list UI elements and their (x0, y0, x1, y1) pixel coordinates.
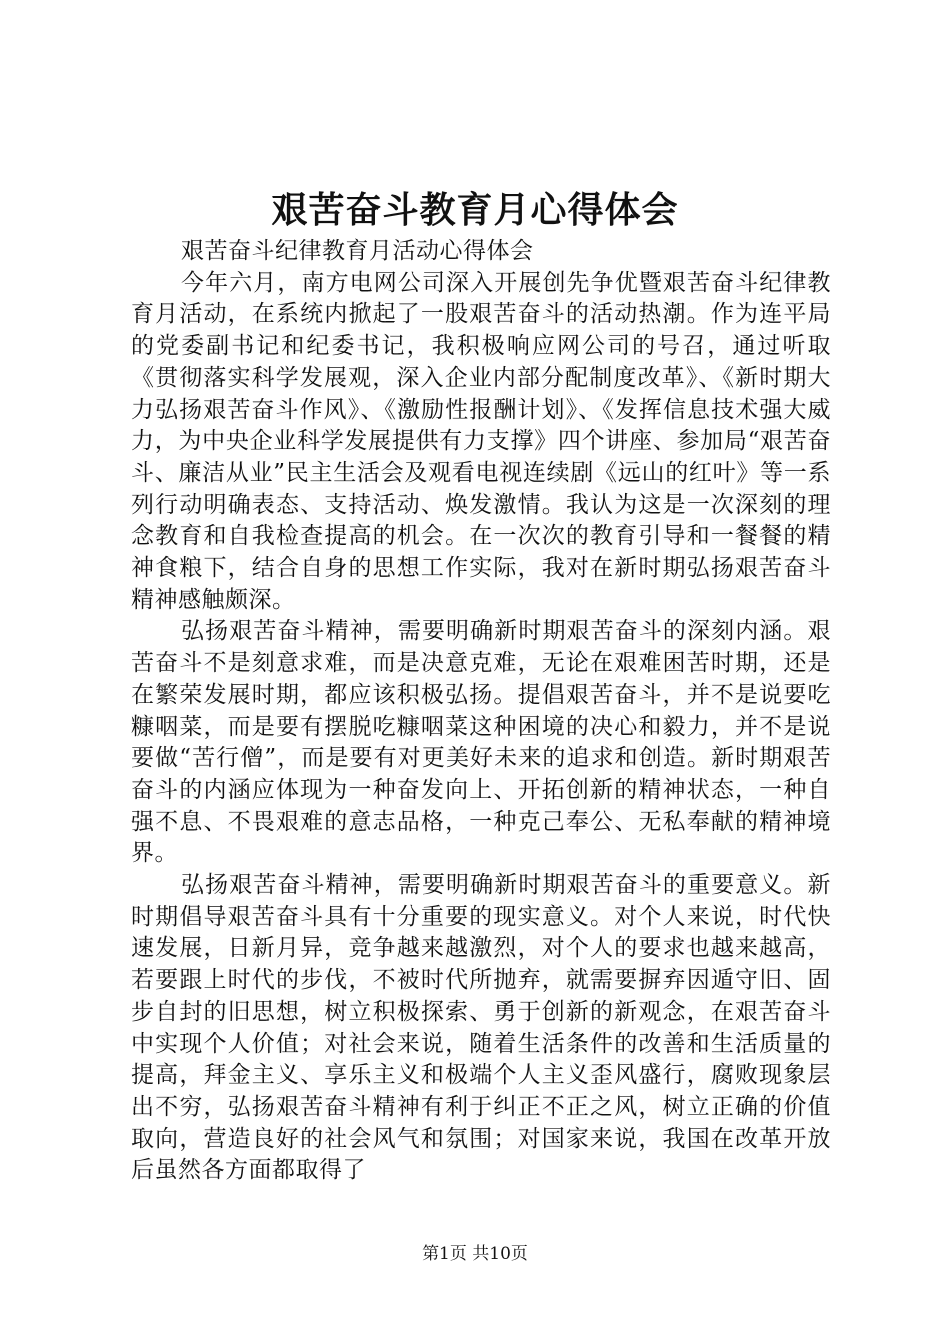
document-subtitle: 艰苦奋斗纪律教育月活动心得体会 (181, 238, 534, 264)
paragraph-1: 今年六月，南方电网公司深入开展创先争优暨艰苦奋斗纪律教育月活动，在系统内掀起了一股艰苦奋斗的活动热潮。作为连平局的党委副书记和纪委书记，我积极响应网公司的号召，通过听取《贯彻落实科学发展观，深入企业内部分配制度改革》、《新时期大力弘扬艰苦奋斗作风》、《激励性报酬计划》、《发挥信息技术强大威力，为中央企业科学发展提供有力支撑》四个讲座、参加局“艰苦奋斗、廉洁从业”民主生活会及观看电视连续剧《远山的红叶》等一系列行动明确表态、支持活动、焕发激情。我认为这是一次深刻的理念教育和自我检查提高的机会。在一次次的教育引导和一餐餐的精神食粮下，结合自身的思想工作实际，我对在新时期弘扬艰苦奋斗精神感触颇深。 (131, 269, 831, 613)
document-body (131, 236, 831, 1187)
paragraph-3: 弘扬艰苦奋斗精神，需要明确新时期艰苦奋斗的重要意义。新时期倡导艰苦奋斗具有十分重要的现实意义。对个人来说，时代快速发展，日新月异，竞争越来越激烈，对个人的要求也越来越高，若要跟上时代的步伐，不被时代所抛弃，就需要摒弃因遁守旧、固步自封的旧思想，树立积极探索、勇于创新的新观念，在艰苦奋斗中实现个人价值；对社会来说，随着生活条件的改善和生活质量的提高，拜金主义、享乐主义和极端个人主义歪风盛行，腐败现象层出不穷，弘扬艰苦奋斗精神有利于纠正不正之风，树立正确的价值取向，营造良好的社会风气和氛围；对国家来说，我国在改革开放后虽然各方面都取得了 (131, 872, 831, 1184)
page-footer: 第1页 共10页 (422, 1244, 528, 1264)
paragraph-2: 弘扬艰苦奋斗精神，需要明确新时期艰苦奋斗的深刻内涵。艰苦奋斗不是刻意求难，而是决意克难，无论在艰难困苦时期，还是在繁荣发展时期，都应该积极弘扬。提倡艰苦奋斗，并不是说要吃糠咽菜，而是要有摆脱吃糠咽菜这种困境的决心和毅力，并不是说要做“苦行僧”，而是要有对更美好未来的追求和创造。新时期艰苦奋斗的内涵应体现为一种奋发向上、开拓创新的精神状态，一种自强不息、不畏艰难的意志品格，一种克己奉公、无私奉献的精神境界。 (131, 618, 831, 867)
document-title: 艰苦奋斗教育月心得体会 (271, 189, 679, 231)
